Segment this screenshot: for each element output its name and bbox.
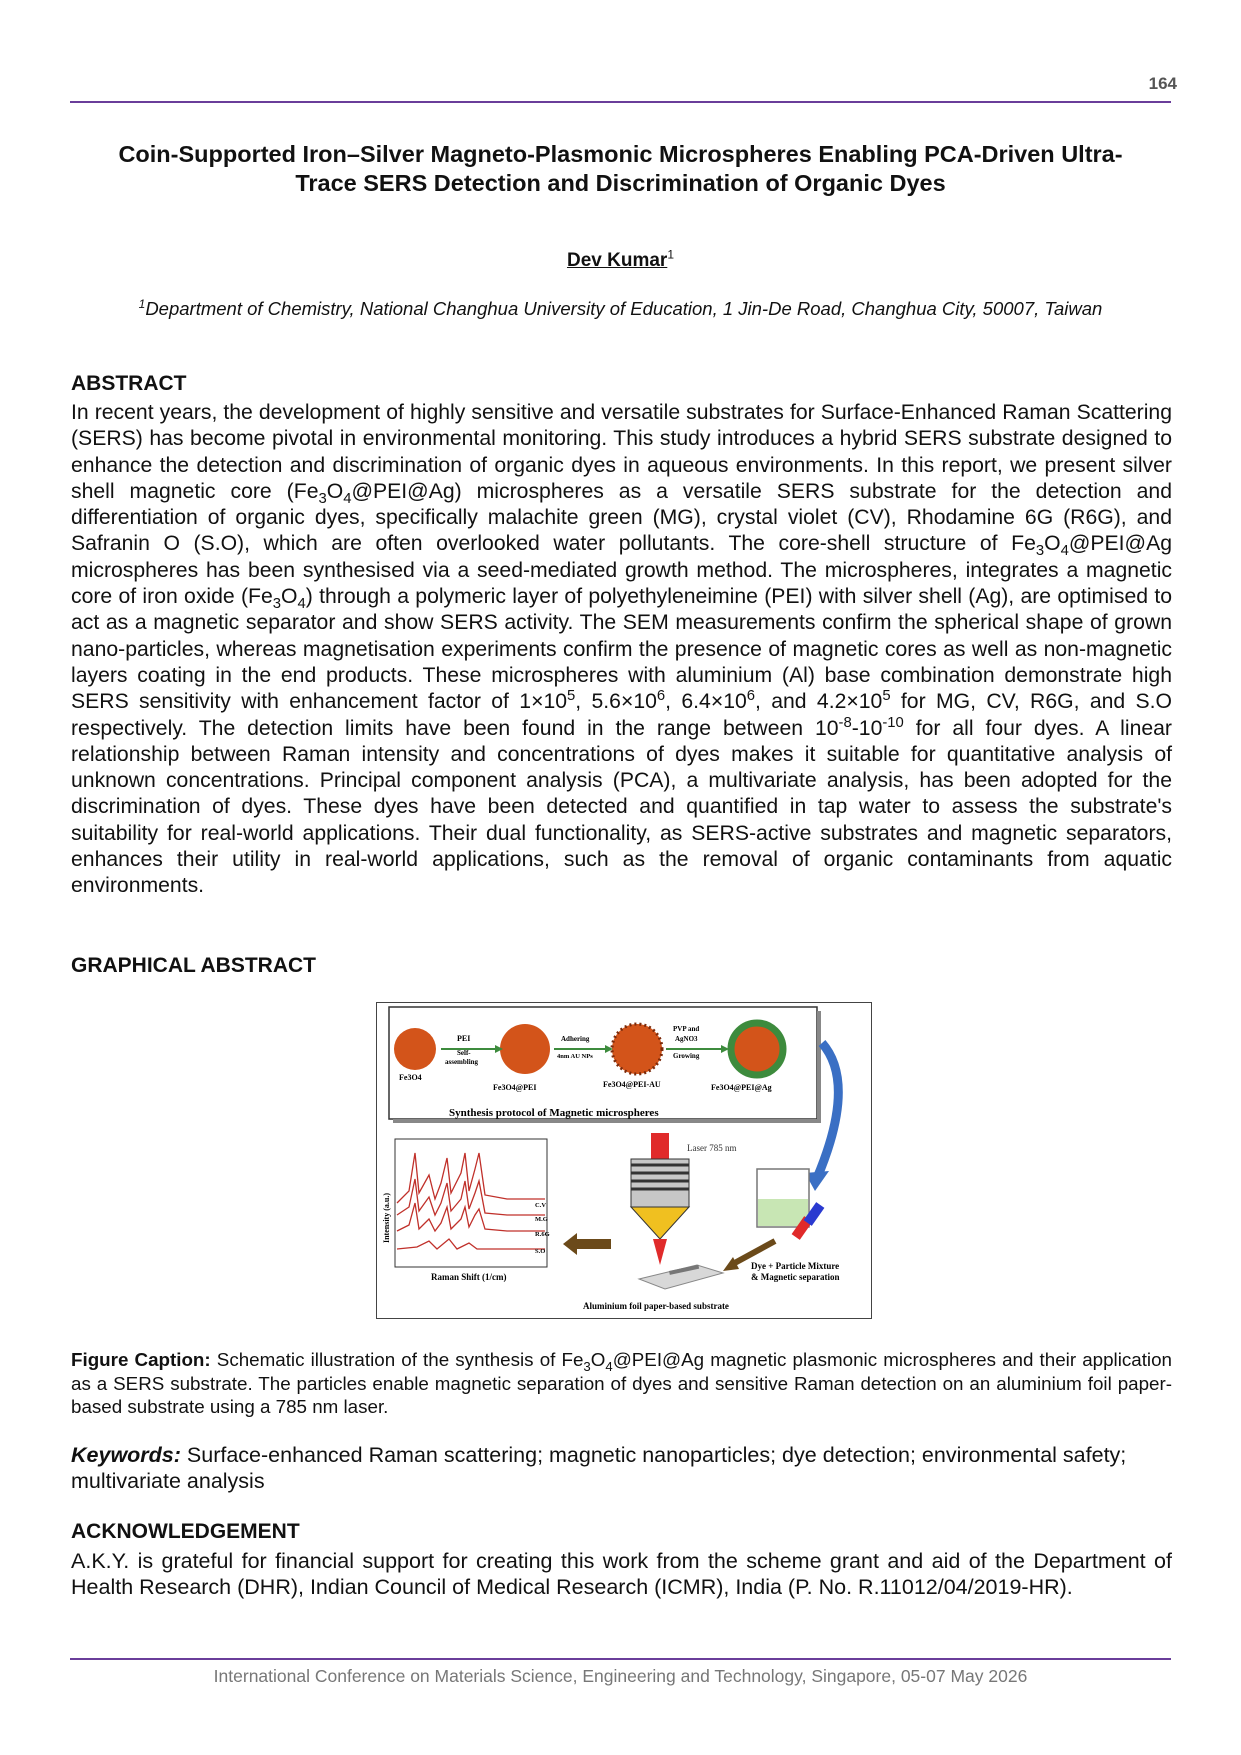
xlabel: Raman Shift (1/cm) bbox=[431, 1272, 507, 1282]
abstract-text: microspheres has been synthesised via a seed-mediated growth method. The microspheres, integrates a magnetic core of iron oxide ( bbox=[71, 558, 1172, 609]
ylabel: Intensity (a.u.) bbox=[382, 1192, 391, 1243]
label-fe3o4-pei-ag: Fe3O4@PEI@Ag bbox=[711, 1083, 772, 1092]
abstract-text: -10 bbox=[851, 716, 883, 740]
title-line-1: Coin-Supported Iron–Silver Magneto-Plasmonic Microspheres Enabling PCA-Driven Ultra- bbox=[118, 141, 1123, 167]
abstract-text: , 6.4×10 bbox=[665, 690, 747, 714]
exponent: 6 bbox=[656, 688, 666, 705]
abstract-body bbox=[71, 400, 1172, 900]
author-name: Dev Kumar bbox=[566, 250, 668, 271]
keywords-text: Surface-enhanced Raman scattering; magnetic nanoparticles; dye detection; environmental safety; multivariate analysis bbox=[71, 1443, 1127, 1493]
figure-caption bbox=[71, 1348, 1172, 1419]
abstract-text: ) microspheres as a versatile SERS substrate for the detection and differentiation of organic dyes, specifically malachite green (MG), crystal violet (CV), Rhodamine 6G (R6G), and Safranin O (S.O), which are often overlooked water pollutants. The core-shell structure of bbox=[71, 479, 1173, 556]
label-dye-mixture: Dye + Particle Mixture bbox=[751, 1261, 840, 1271]
legend-r6g: R.6G bbox=[535, 1231, 550, 1238]
label-adhering: Adhering bbox=[561, 1035, 590, 1043]
label-fe3o4-pei: Fe3O4@PEI bbox=[493, 1083, 537, 1092]
laser-head bbox=[651, 1133, 669, 1159]
laser-beam bbox=[653, 1239, 667, 1265]
keywords bbox=[71, 1442, 1172, 1494]
exponent: 5 bbox=[882, 688, 891, 705]
label-laser: Laser 785 nm bbox=[687, 1143, 737, 1153]
abstract-text: for MG, CV, R6G, and S.O respectively. The detection limits have been found in the range between 10 bbox=[71, 690, 1173, 740]
label-fe3o4-pei-au: Fe3O4@PEI-AU bbox=[603, 1080, 661, 1089]
header-rule bbox=[70, 101, 1171, 103]
objective-tip bbox=[631, 1207, 689, 1239]
graphical-abstract-figure bbox=[376, 1002, 872, 1319]
abstract-text: In recent years, the development of highly sensitive and versatile substrates for Surface-Enhanced Raman Scattering (SERS) has become pivotal in environmental monitoring. This study introduces a hybrid SERS substrate designed to enhance the detection and discrimination of organic dyes in aqueous environments. In this report, we present silver shell magnetic core ( bbox=[71, 401, 1172, 503]
caption-text: magnetic plasmonic microspheres and their application as a SERS substrate. The particles enable magnetic separation of dyes and sensitive Raman detection on an aluminium foil paper-based substrate using a 785 nm laser. bbox=[71, 1349, 1172, 1417]
fe3o4-pei-particle bbox=[500, 1024, 550, 1074]
exponent: -10 bbox=[882, 714, 904, 731]
label-fe3o4: Fe3O4 bbox=[399, 1073, 422, 1082]
exponent: 5 bbox=[567, 688, 576, 705]
arrow-to-spectra bbox=[577, 1239, 611, 1249]
affiliation-text: Department of Chemistry, National Changhua University of Education, 1 Jin-De Road, Changhua City, 50007, Taiwan bbox=[145, 298, 1103, 319]
label-au-nps: 4nm AU NPs bbox=[557, 1053, 593, 1060]
label-agno3: AgNO3 bbox=[675, 1035, 698, 1043]
chem-formula: $Fe_3O_4$ bbox=[248, 585, 306, 613]
label-magnetic-separation: & Magnetic separation bbox=[751, 1272, 840, 1282]
page-number: 164 bbox=[1148, 74, 1177, 93]
title-line-2: Trace SERS Detection and Discrimination of Organic Dyes bbox=[295, 170, 946, 196]
chem-formula: $Fe_3O_4@PEI@Ag$ bbox=[561, 1349, 705, 1374]
exponent: -8 bbox=[838, 714, 852, 731]
label-self: Self- bbox=[457, 1049, 471, 1057]
footer: International Conference on Materials Science, Engineering and Technology, Singapore, 05-07 May 2026 bbox=[213, 1666, 1028, 1686]
graphical-abstract-heading: GRAPHICAL ABSTRACT bbox=[71, 954, 316, 977]
affiliation bbox=[70, 298, 1171, 320]
chem-formula: $Fe_3O_4@PEI@Ag$ bbox=[1011, 532, 1172, 560]
caption-label: Figure Caption: bbox=[71, 1349, 211, 1370]
abstract-heading: ABSTRACT bbox=[71, 372, 187, 395]
caption-text: Schematic illustration of the synthesis of bbox=[210, 1349, 562, 1370]
abstract-text: , 5.6×10 bbox=[575, 690, 657, 714]
footer-rule bbox=[70, 1658, 1171, 1660]
legend-cv: C.V bbox=[535, 1202, 547, 1209]
label-synthesis: Synthesis protocol of Magnetic microspheres bbox=[449, 1107, 659, 1119]
arrow-to-spectra-head bbox=[563, 1233, 577, 1255]
legend-so: S.O bbox=[535, 1248, 546, 1255]
label-substrate: Aluminium foil paper-based substrate bbox=[583, 1301, 729, 1311]
author-sup: 1 bbox=[667, 247, 674, 262]
label-growing: Growing bbox=[673, 1052, 700, 1060]
fe3o4-particle bbox=[394, 1028, 436, 1070]
legend-mg: M.G bbox=[535, 1216, 548, 1223]
chem-formula: $Fe_3O_4@PEI@Ag$ bbox=[293, 479, 455, 508]
panel-shadow bbox=[817, 1011, 821, 1123]
abstract-text: , and 4.2×10 bbox=[755, 690, 883, 714]
paper-title bbox=[70, 140, 1171, 198]
abstract-text: for all four dyes. A linear relationship between Raman intensity and concentrations of dyes makes it suitable for quantitative analysis of unknown concentrations. Principal component analysis (PCA), a multivariate analysis, has been adopted for the discrimination of dyes. These dyes have been detected and quantified in tap water to assess the substrate's suitability for real-world applications. Their dual functionality, as SERS-active substrates and magnetic separators, enhances their utility in real-world applications, such as the removal of organic contaminants from aquatic environments. bbox=[71, 716, 1172, 898]
label-pvp: PVP and bbox=[673, 1025, 700, 1033]
label-pei: PEI bbox=[457, 1034, 471, 1043]
exponent: 6 bbox=[746, 688, 756, 705]
acknowledgement-heading: ACKNOWLEDGEMENT bbox=[71, 1520, 300, 1543]
acknowledgement-text: A.K.Y. is grateful for financial support for creating this work from the scheme grant and aid of the Department of Health Research (DHR), Indian Council of Medical Research (ICMR), India (P. No. R.11012/04/2019-HR). bbox=[71, 1549, 1172, 1599]
fe3o4-pei-ag-particle bbox=[731, 1023, 783, 1075]
fe3o4-pei-au-particle bbox=[612, 1024, 662, 1074]
keywords-label: Keywords: bbox=[71, 1443, 181, 1467]
affiliation-sup: 1 bbox=[138, 296, 146, 311]
abstract-text: ) through a polymeric layer of polyethyleneimine (PEI) with silver shell (Ag), are optimised to act as a magnetic separator and show SERS activity. The SEM measurements confirm the spherical shape of grown nano-particles, whereas magnetisation experiments confirm the presence of magnetic cores as well as non-magnetic layers coating in the end products. These microspheres with aluminium (Al) base combination demonstrate high SERS sensitivity with enhancement factor of 1×10 bbox=[71, 585, 1172, 714]
panel-shadow bbox=[393, 1119, 821, 1123]
author bbox=[0, 247, 1241, 272]
figure-svg bbox=[377, 1003, 871, 1318]
label-assembling: assembling bbox=[445, 1058, 479, 1066]
